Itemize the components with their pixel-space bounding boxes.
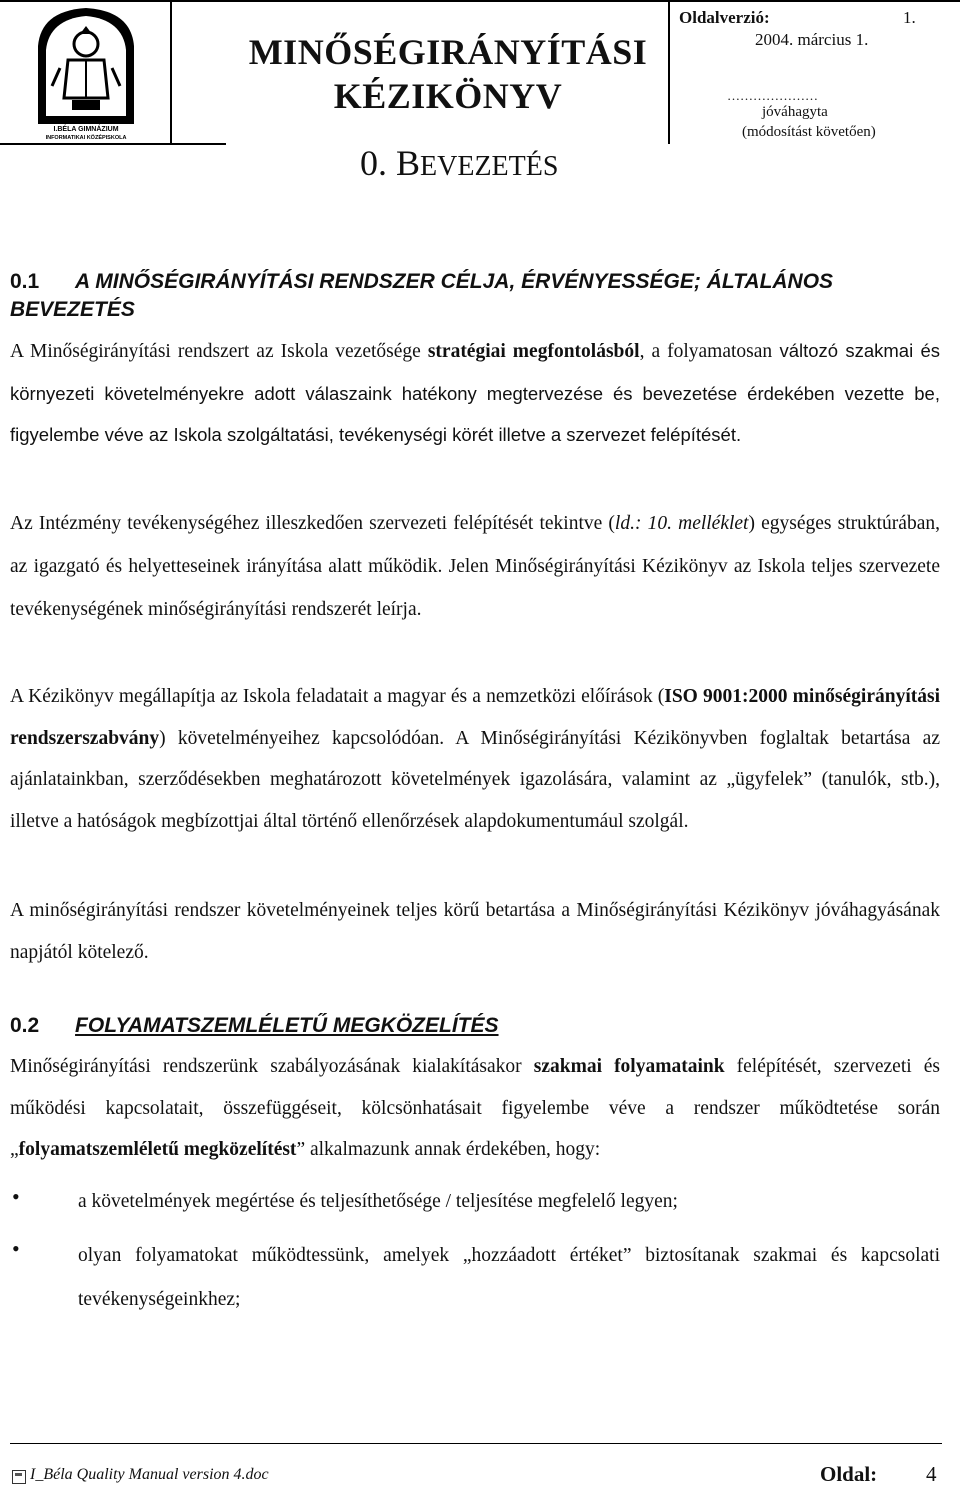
section1-number2: 1 [27, 270, 40, 293]
svg-text:I.BÉLA GIMNÁZIUM: I.BÉLA GIMNÁZIUM [53, 126, 119, 133]
approval-note: (módosítást követően) [742, 124, 876, 140]
section2-number: 0. [10, 1014, 28, 1037]
header-mid-line [0, 143, 226, 145]
bullet-item-1: a követelmények megértése és teljesíthetősége / teljesítése megfelelő legyen; [78, 1191, 678, 1212]
header-divider-right [668, 0, 670, 144]
version-number: 1. [903, 8, 916, 27]
document-icon [12, 1470, 26, 1484]
footer-line [10, 1443, 942, 1444]
p2-text-a: Az Intézmény tevékenységéhez illeszkedően szervezeti felépítését tekintve ( [10, 513, 615, 534]
s2p1-text-bold2: folyamatszemléletű megközelítést [18, 1139, 297, 1160]
chapter-title [360, 142, 558, 184]
s2p1-text-c: felépítését, szervezeti és működési kapcsolatait, összefüggéseit, kölcsönhatásait figyelembe véve a rendszer működtetése során „ [10, 1056, 940, 1160]
manual-title-line2: KÉZIKÖNYV [333, 76, 563, 116]
bullet-item-2: olyan folyamatokat működtessünk, amelyek „hozzáadott értéket” biztosítanak szakmai és kapcsolati tevékenységeinkhez; [78, 1245, 940, 1310]
section1-number: 0. [10, 270, 28, 293]
section1-title-line2: BEVEZETÉS [10, 298, 135, 321]
svg-text:INFORMATIKAI KÖZÉPISKOLA: INFORMATIKAI KÖZÉPISKOLA [45, 135, 127, 141]
chapter-title-rest: EVEZETÉS [420, 151, 559, 182]
section2-number2: 2 [27, 1014, 40, 1037]
approval-label: jóváhagyta [762, 104, 828, 120]
footer-filename: I_Béla Quality Manual version 4.doc [30, 1466, 269, 1483]
bullet-marker-1: • [12, 1184, 20, 1209]
p3-text-c: ) követelményeihez kapcsolódóan. A Minőségirányítási Kézikönyvben foglaltak betartása az ajánlatainkban, szerződésekben meghatározott követelmények igazolására, valamint az „ügyfelek” (tanulók, stb.), illetve a hatóságok megbízottjai által történő ellenőrzések alapdokumentumául szolgál. [10, 727, 940, 832]
footer-page-number: 4 [926, 1462, 937, 1486]
section2-title: FOLYAMATSZEMLÉLETŰ MEGKÖZELÍTÉS [75, 1014, 499, 1037]
section1-paragraph2 [10, 502, 940, 631]
p2-text-c: ) egységes struktúrában, az igazgató és helyetteseinek irányítása alatt működik. Jelen Minőségirányítási Kézikönyv az Iskola teljes szervezete tevékenységének minőségirányítási rendszerét leírja. [10, 513, 940, 620]
s2p1-text-e: ” alkalmazunk annak érdekében, hogy: [296, 1139, 601, 1160]
p1-text-d: változó szakmai és környezeti követelményekre adott válaszaink hatékony megtervezése és bevezetése érdekében vezette be, figyelembe véve az Iskola szolgáltatási, tevékenységi körét illetve a szervezet felépítését. [10, 340, 940, 445]
header-divider-left [170, 0, 172, 144]
school-logo [2, 2, 169, 142]
p1-text-bold: stratégiai megfontolásból [427, 341, 640, 362]
p1-text-c: , a folyamatosan [639, 341, 773, 362]
section1-paragraph4: A minőségirányítási rendszer követelményeinek teljes körű betartása a Minőségirányítási Kézikönyv jóváhagyásának napjától kötelező. [10, 900, 940, 963]
p1-text-a: A Minőségirányítási rendszert az Iskola vezetősége [10, 341, 428, 362]
approval-dots: ………………… [727, 88, 818, 103]
manual-title-line1: MINŐSÉGIRÁNYÍTÁSI [248, 32, 648, 72]
version-date: 2004. március 1. [755, 30, 869, 49]
section2-paragraph1 [10, 1046, 940, 1171]
footer-page-label: Oldal: [820, 1462, 878, 1486]
section2-heading [10, 1010, 499, 1042]
p2-text-ref: ld.: 10. melléklet [614, 513, 749, 534]
bullet-marker-2: • [12, 1236, 20, 1261]
section1-paragraph3 [10, 676, 940, 842]
chapter-title-num: 0. B [360, 143, 421, 183]
section1-title-line1: A MINŐSÉGIRÁNYÍTÁSI RENDSZER CÉLJA, ÉRVÉNYESSÉGE; ÁLTALÁNOS [75, 270, 834, 293]
p3-text-a: A Kézikönyv megállapítja az Iskola feladatait a magyar és a nemzetközi előírások ( [10, 686, 665, 707]
section1-paragraph1 [10, 330, 940, 456]
p3-text-bold: ISO 9001:2000 minőségirányítási rendszerszabvány [10, 686, 941, 749]
s2p1-text-bold1: szakmai folyamataink [533, 1056, 725, 1077]
version-label: Oldalverzió: [679, 8, 770, 27]
s2p1-text-a: Minőségirányítási rendszerünk szabályozásának kialakításakor [10, 1056, 534, 1077]
